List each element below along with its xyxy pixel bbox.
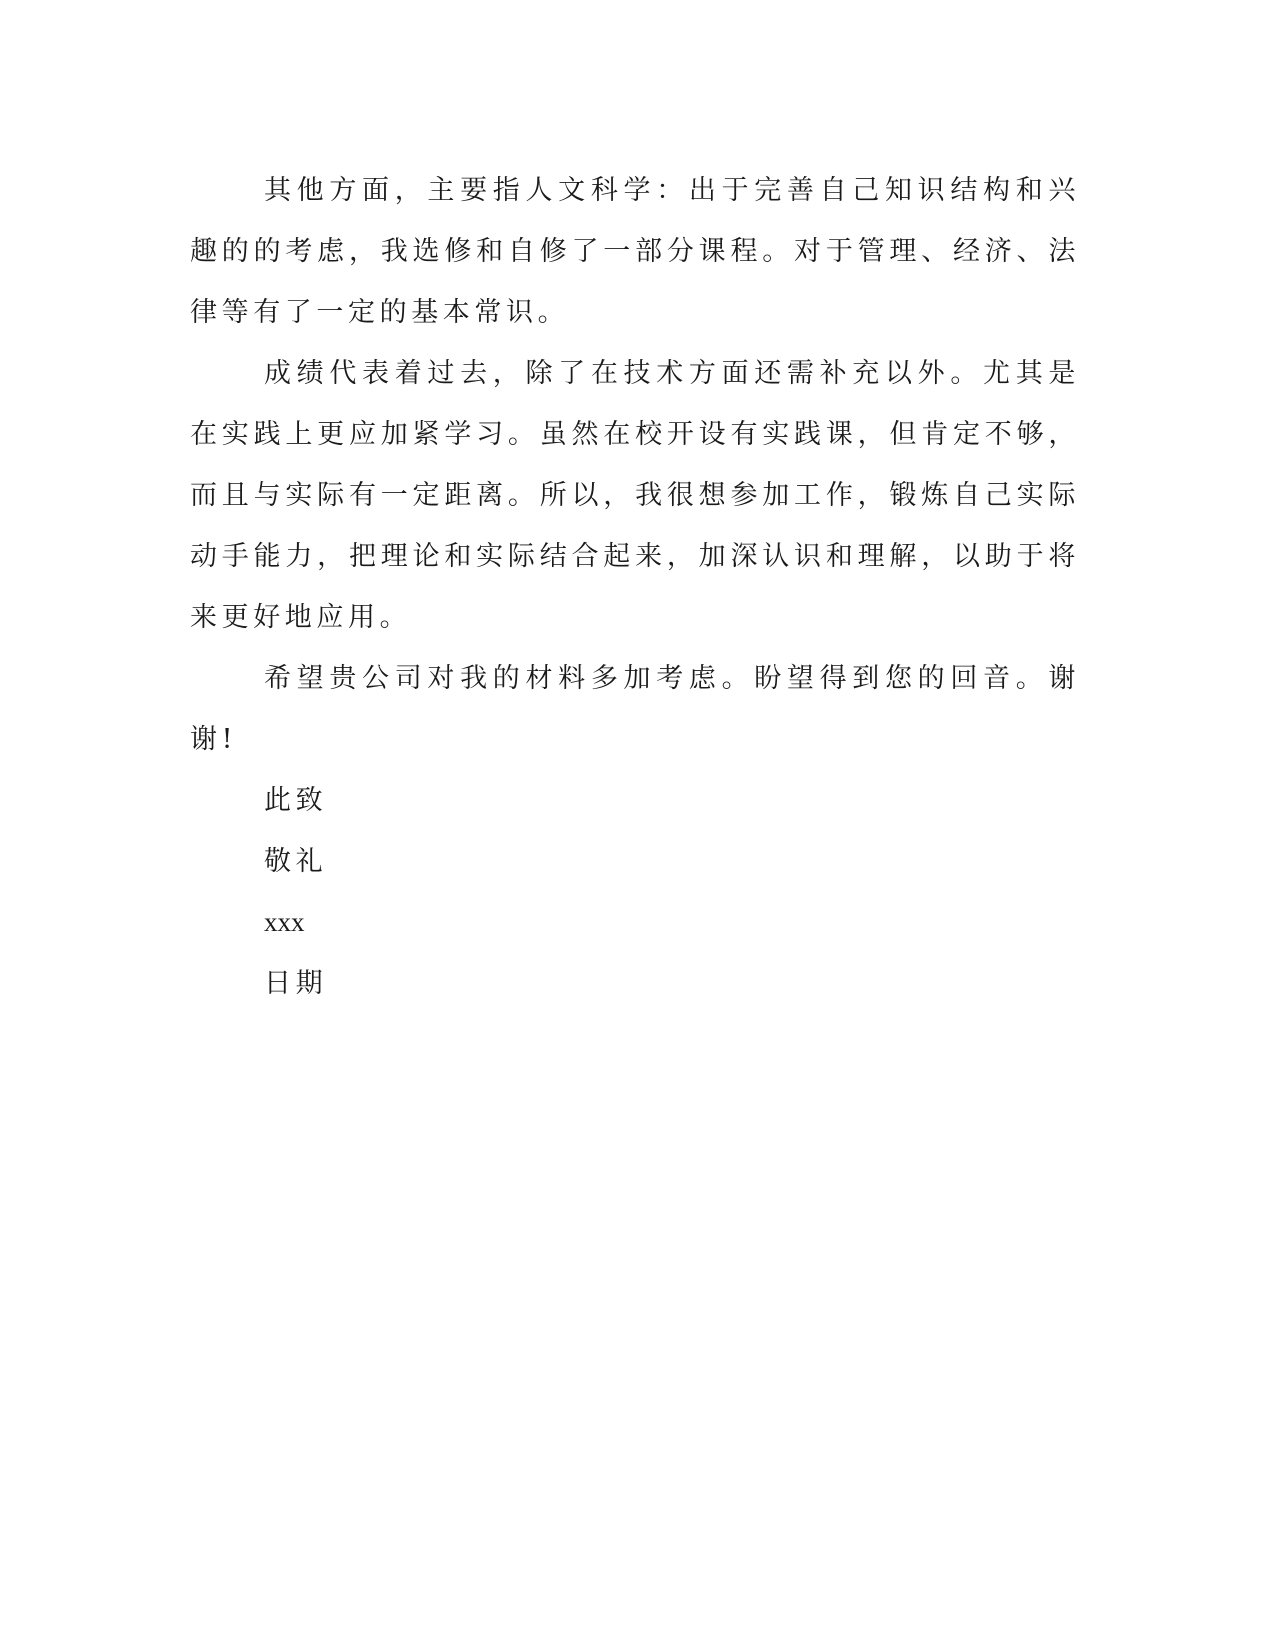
paragraph-practice: 成绩代表着过去，除了在技术方面还需补充以外。尤其是在实践上更应加紧学习。虽然在校开设有实践课，但肯定不够，而且与实际有一定距离。所以，我很想参加工作，锻炼自己实际动手能力，把理论和实际结合起来，加深认识和理解，以助于将来更好地应用。 xyxy=(190,358,1080,633)
signature-date: 日期 xyxy=(264,968,328,999)
letter-body xyxy=(190,160,1080,1014)
paragraph-humanities: 其他方面，主要指人文科学：出于完善自己知识结构和兴趣的的考虑，我选修和自修了一部分课程。对于管理、经济、法律等有了一定的基本常识。 xyxy=(190,175,1080,328)
closing-salutation: 此致 xyxy=(264,785,328,816)
closing-regards: 敬礼 xyxy=(264,846,328,877)
signature-name: xxx xyxy=(264,907,305,937)
paragraph-request: 希望贵公司对我的材料多加考虑。盼望得到您的回音。谢谢! xyxy=(190,663,1080,755)
